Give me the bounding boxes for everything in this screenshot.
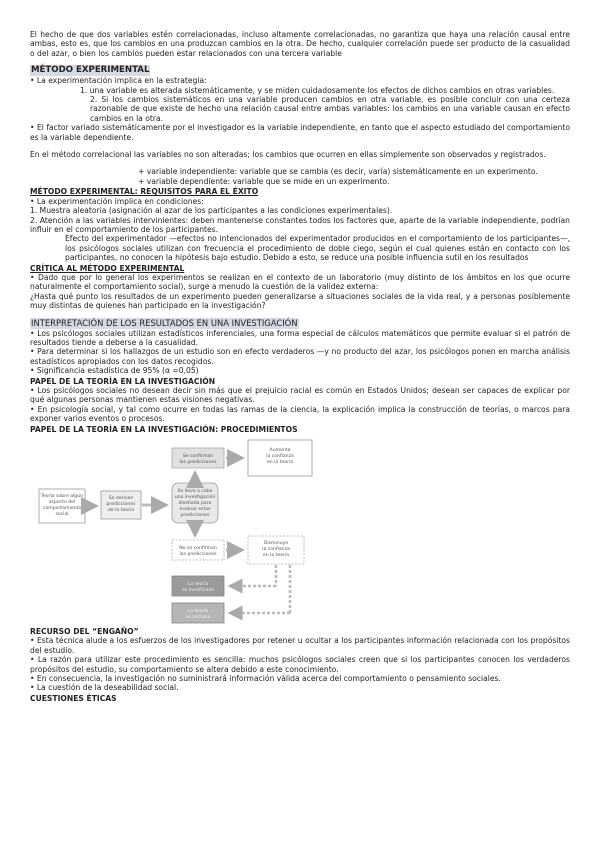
svg-text:Se derivan: Se derivan [108,496,134,502]
svg-text:Se lleva a cabo: Se lleva a cabo [177,489,213,495]
heading-metodo-experimental: MÉTODO EXPERIMENTAL [31,65,150,76]
svg-text:predicciones: predicciones [180,513,210,519]
variable-independiente: + variable independiente: variable que se cambia (es decir, varía) sistemáticamente en un experimento. [138,167,538,177]
svg-text:Disminuye: Disminuye [263,541,289,547]
heading-requisitos: MÉTODO EXPERIMENTAL: REQUISITOS PARA EL ÉXITO [30,187,259,197]
svg-text:la confianza: la confianza [266,454,294,460]
svg-text:es modificada: es modificada [181,588,215,594]
theory-research-flowchart [30,436,570,626]
heading-critica: CRÍTICA AL MÉTODO EXPERIMENTAL [30,263,185,273]
svg-text:las predicciones: las predicciones [179,460,217,466]
metodo-item-2: 2. Si los cambios sistemáticos en una variable producen cambios en otra variable, es posible concluir con una certeza razonable de que existe de hecho una relación causal entre ambas variables: los cambios en una variable causan en efecto cambios en la otra. [90,95,570,123]
intro-paragraph: El hecho de que dos variables estén correlacionadas, incluso altamente correlacionadas, no garantiza que haya una relación causal entre ambas, esto es, que los cambios en una produzcan cambios en la otra. De hecho, cualquier correlación puede ser producto de la casualidad o del azar, o bien los cambios pueden estar relacionados con una tercera variable [30,30,570,58]
engano-line-2: • La razón para utilizar este procedimiento es sencilla: muchos psicólogos sociales creen que si los participantes conocen los verdaderos propósitos del estudio, su comportamiento se altera debido a este conocimiento. [30,655,570,674]
svg-text:se rechaza: se rechaza [185,615,211,621]
svg-text:las predicciones: las predicciones [179,552,217,558]
svg-text:en la teoría: en la teoría [262,553,290,559]
svg-text:predicciones: predicciones [106,502,136,508]
engano-line-4: • La cuestión de la deseabilidad social. [30,683,179,693]
svg-text:en la teoría: en la teoría [266,460,294,466]
papel-line-1: • Los psicólogos sociales no desean decir sin más que el prejuicio racial es común en Estados Unidos; desean ser capaces de explicar por qué algunas personas mantienen estas visiones negativas. [30,386,570,405]
svg-text:comportamiento: comportamiento [42,506,82,512]
svg-text:la confianza: la confianza [262,547,290,553]
heading-papel-teoria: PAPEL DE LA TEORÍA EN LA INVESTIGACIÓN [30,376,216,386]
variable-dependiente: + variable dependiente: variable que se mide en un experimento. [138,176,390,186]
heading-procedimientos: PAPEL DE LA TEORÍA EN LA INVESTIGACIÓN: PROCEDIMIENTOS [30,424,298,434]
critica-line-2: ¿Hasta qué punto los resultados de un experimento pueden generalizarse a situaciones sociales de la vida real, y a personas posiblemente muy distintas de quienes han participado en la investigación? [30,291,570,311]
document-page [30,30,570,703]
metodo-bullet-1: • La experimentación implica en la estrategia: [30,76,207,86]
requisitos-line-4: Efecto del experimentador —efectos no intencionados del experimentador producidos en el comportamiento de los participantes—, los psicólogos sociales utilizan con frecuencia el procedimiento de doble ciego, según el cual quienes están en contacto con los participantes, no conocen la hipótesis bajo estudio. Debido a esto, se reduce una posible influencia sutil en los resultados [65,234,570,263]
requisitos-line-3: 2. Atención a las variables intervinientes: deben mantenerse constantes todos los factores que, aparte de la variable independiente, podrían influir en el comportamiento de los participantes. [30,215,570,234]
svg-text:Aumenta: Aumenta [269,448,291,454]
flowchart-svg [30,436,570,626]
metodo-bullet-2: • El factor variado sistemáticamente por el investigador es la variable independiente, en tanto que el aspecto estudiado del comportamiento es la variable dependiente. [30,123,570,142]
requisitos-line-2: 1. Muestra aleatoria (asignación al azar de los participantes a las condiciones experimentales). [30,206,393,216]
requisitos-line-1: • La experimentación implica en condiciones: [30,196,204,206]
svg-text:No se confirman: No se confirman [179,546,217,552]
engano-line-1: • Esta técnica alude a los esfuerzos de los investigadores por retener u ocultar a los participantes información relacionada con los propósitos del estudio. [30,636,570,655]
heading-interpretacion: INTERPRETACIÓN DE LOS RESULTADOS EN UNA INVESTIGACIÓN [31,317,298,328]
engano-line-3: • En consecuencia, la investigación no suministrará información válida acerca del comportamiento o pensamiento sociales. [30,674,501,684]
interpretacion-line-1: • Los psicólogos sociales utilizan estadísticos inferenciales, una forma especial de cálculos matemáticos que permite evaluar si el patrón de resultados tiende a deberse a la casualidad. [30,328,570,347]
svg-text:social: social [55,512,69,518]
critica-line-1: • Dado que por lo general los experimentos se realizan en el contexto de un laboratorio (muy distinto de los ámbitos en los que ocurre naturalmente el comportamiento social), surge a menudo la cuestión de la validez externa: [30,272,570,292]
svg-text:aspecto del: aspecto del [48,500,76,506]
svg-text:una investigación: una investigación [174,495,216,501]
svg-text:Teoría sobre algún: Teoría sobre algún [40,494,84,500]
papel-line-2: • En psicología social, y tal como ocurre en todas las ramas de la ciencia, la explicación implica la construcción de teorías, o marcos para exponer varios eventos o procesos. [30,404,570,424]
heading-cuestiones-eticas: CUESTIONES ÉTICAS [30,693,117,703]
svg-text:La teoría: La teoría [187,609,209,615]
metodo-item-1: 1. una variable es alterada sistemáticamente, y se miden cuidadosamente los efectos de dichos cambios en otras variables. [80,85,555,95]
svg-text:diseñada para: diseñada para [178,501,212,507]
interpretacion-line-3: • Significancia estadística de 95% (α =0,05) [30,366,199,376]
svg-text:de la teoría: de la teoría [107,508,135,514]
svg-text:evaluar estas: evaluar estas [179,507,211,513]
svg-text:Se confirman: Se confirman [182,454,214,460]
metodo-correlacional: En el método correlacional las variables no son alteradas; los cambios que ocurren en ellas simplemente son observados y registrados. [30,150,546,160]
interpretacion-line-2: • Para determinar si los hallazgos de un estudio son en efecto verdaderos —y no producto del azar, los psicólogos ponen en marcha análisis estadísticos apropiados con los datos recogidos. [30,347,570,366]
svg-text:La teoría: La teoría [187,582,209,588]
heading-engano: RECURSO DEL “ENGAÑO” [30,627,139,637]
